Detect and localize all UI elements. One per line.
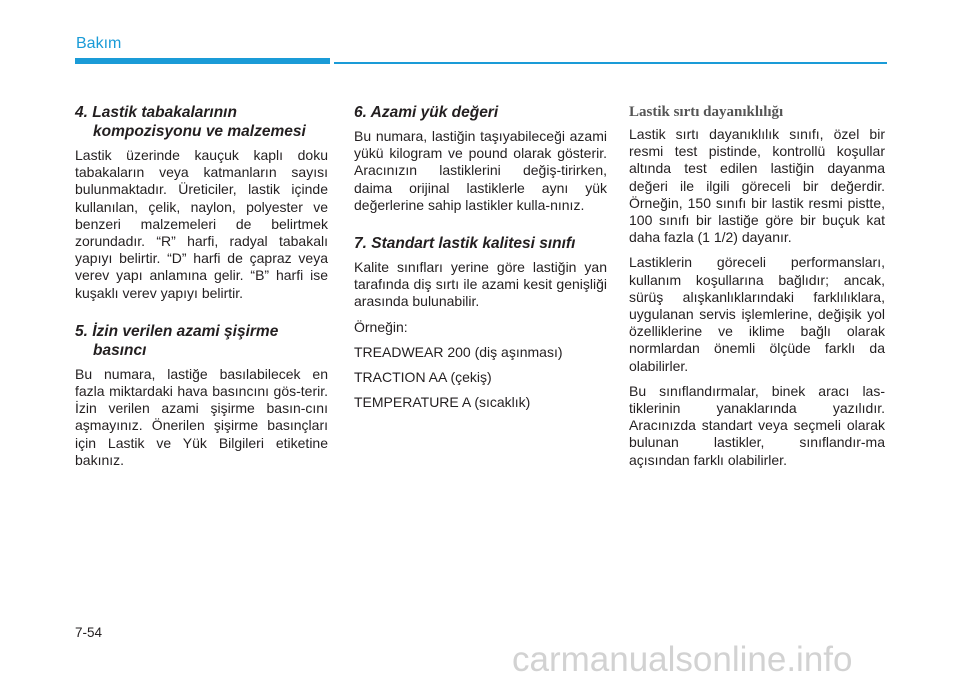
paragraph-max-inflation-pressure: Bu numara, lastiğe basılabilecek en fazla miktardaki hava basıncını gös-terir. İzin verilen azami şişirme basın-cını aşmayınız. Önerilen şişirme basınçları için Lastik ve Yük Bilgileri etiketine bakınız.: [75, 365, 328, 468]
heading-tire-ply-composition: 4. Lastik tabakalarının kompozisyonu ve malzemesi: [75, 104, 306, 140]
paragraph-quality-grade: Kalite sınıfları yerine göre lastiğin yan tarafında diş sırtı ile azami kesit genişliği arasında bulunabilir.: [354, 259, 607, 310]
paragraph-example-label: Örneğin:: [354, 318, 408, 335]
header-rule-thick: [75, 58, 330, 64]
section-title: Bakım: [76, 35, 122, 52]
page-number: 7-54: [75, 625, 103, 640]
column-1: [75, 103, 328, 469]
heading-max-load-rating: 6. Azami yük değeri: [354, 104, 499, 121]
paragraph-grade-location: Bu sınıflandırmalar, binek aracı las-tiklerinin yanaklarında yazılıdır. Aracınızda standart veya seçmeli olarak bulunan lastikler, sınıflandır-ma açısından farklı olabilirler.: [629, 382, 885, 468]
heading-treadwear-durability: Lastik sırtı dayanıklılığı: [629, 104, 784, 120]
paragraph-treadwear-grade: Lastik sırtı dayanıklılık sınıfı, özel bir resmi test pistinde, kontrollü koşullar altında test edilen lastiğin dayanma değeri ile ilgili göreceli bir değerdir. Örneğin, 150 sınıfı bir lastik resmi pistte, 100 sınıfı bir lastiğe göre bir buçuk kat daha fazla (1 1/2) dayanır.: [629, 126, 885, 246]
column-3: [629, 103, 885, 469]
paragraph-temperature: TEMPERATURE A (sıcaklık): [354, 394, 531, 411]
column-2: [354, 103, 607, 411]
paragraph-treadwear: TREADWEAR 200 (diş aşınması): [354, 343, 563, 360]
heading-max-inflation-pressure: 5. İzin verilen azami şişirme basıncı: [75, 322, 279, 359]
watermark: carmanualsonline.info: [512, 640, 853, 679]
paragraph-relative-performance: Lastiklerin göreceli performansları, kullanım koşullarına bağlıdır; ancak, sürüş alışkanlıklarındaki farklılıklara, uygulanan servis işlemlerine, değişik yol özelliklerine ve iklime bağlı olarak normlardan önemli ölçüde farklı da olabilirler.: [629, 254, 885, 374]
header-rule-thin: [334, 62, 887, 64]
paragraph-traction: TRACTION AA (çekiş): [354, 369, 492, 386]
paragraph-max-load-rating: Bu numara, lastiğin taşıyabileceği azami yükü kilogram ve pound olarak gösterir. Aracınızın lastiklerini değiş-tirirken, daima orijinal lastiklerle aynı yük değerlerine sahip lastikler kulla-nınız.: [354, 128, 607, 213]
heading-tire-quality-grade: 7. Standart lastik kalitesi sınıfı: [354, 235, 576, 253]
paragraph-ply-composition: Lastik üzerinde kauçuk kaplı doku tabakaların veya katmanların sayısı bulunmaktadır. Üreticiler, lastik içinde kullanılan, çelik, naylon, polyester ve benzeri malzemeleri de belirtmek zorundadır. “R” harfi, radyal tabakalı yapıyı belirtir. “D” harfi de çapraz veya verev yapı anlamına gelir. “B” harfi ise kuşaklı verev yapıyı belirtir.: [75, 147, 328, 301]
